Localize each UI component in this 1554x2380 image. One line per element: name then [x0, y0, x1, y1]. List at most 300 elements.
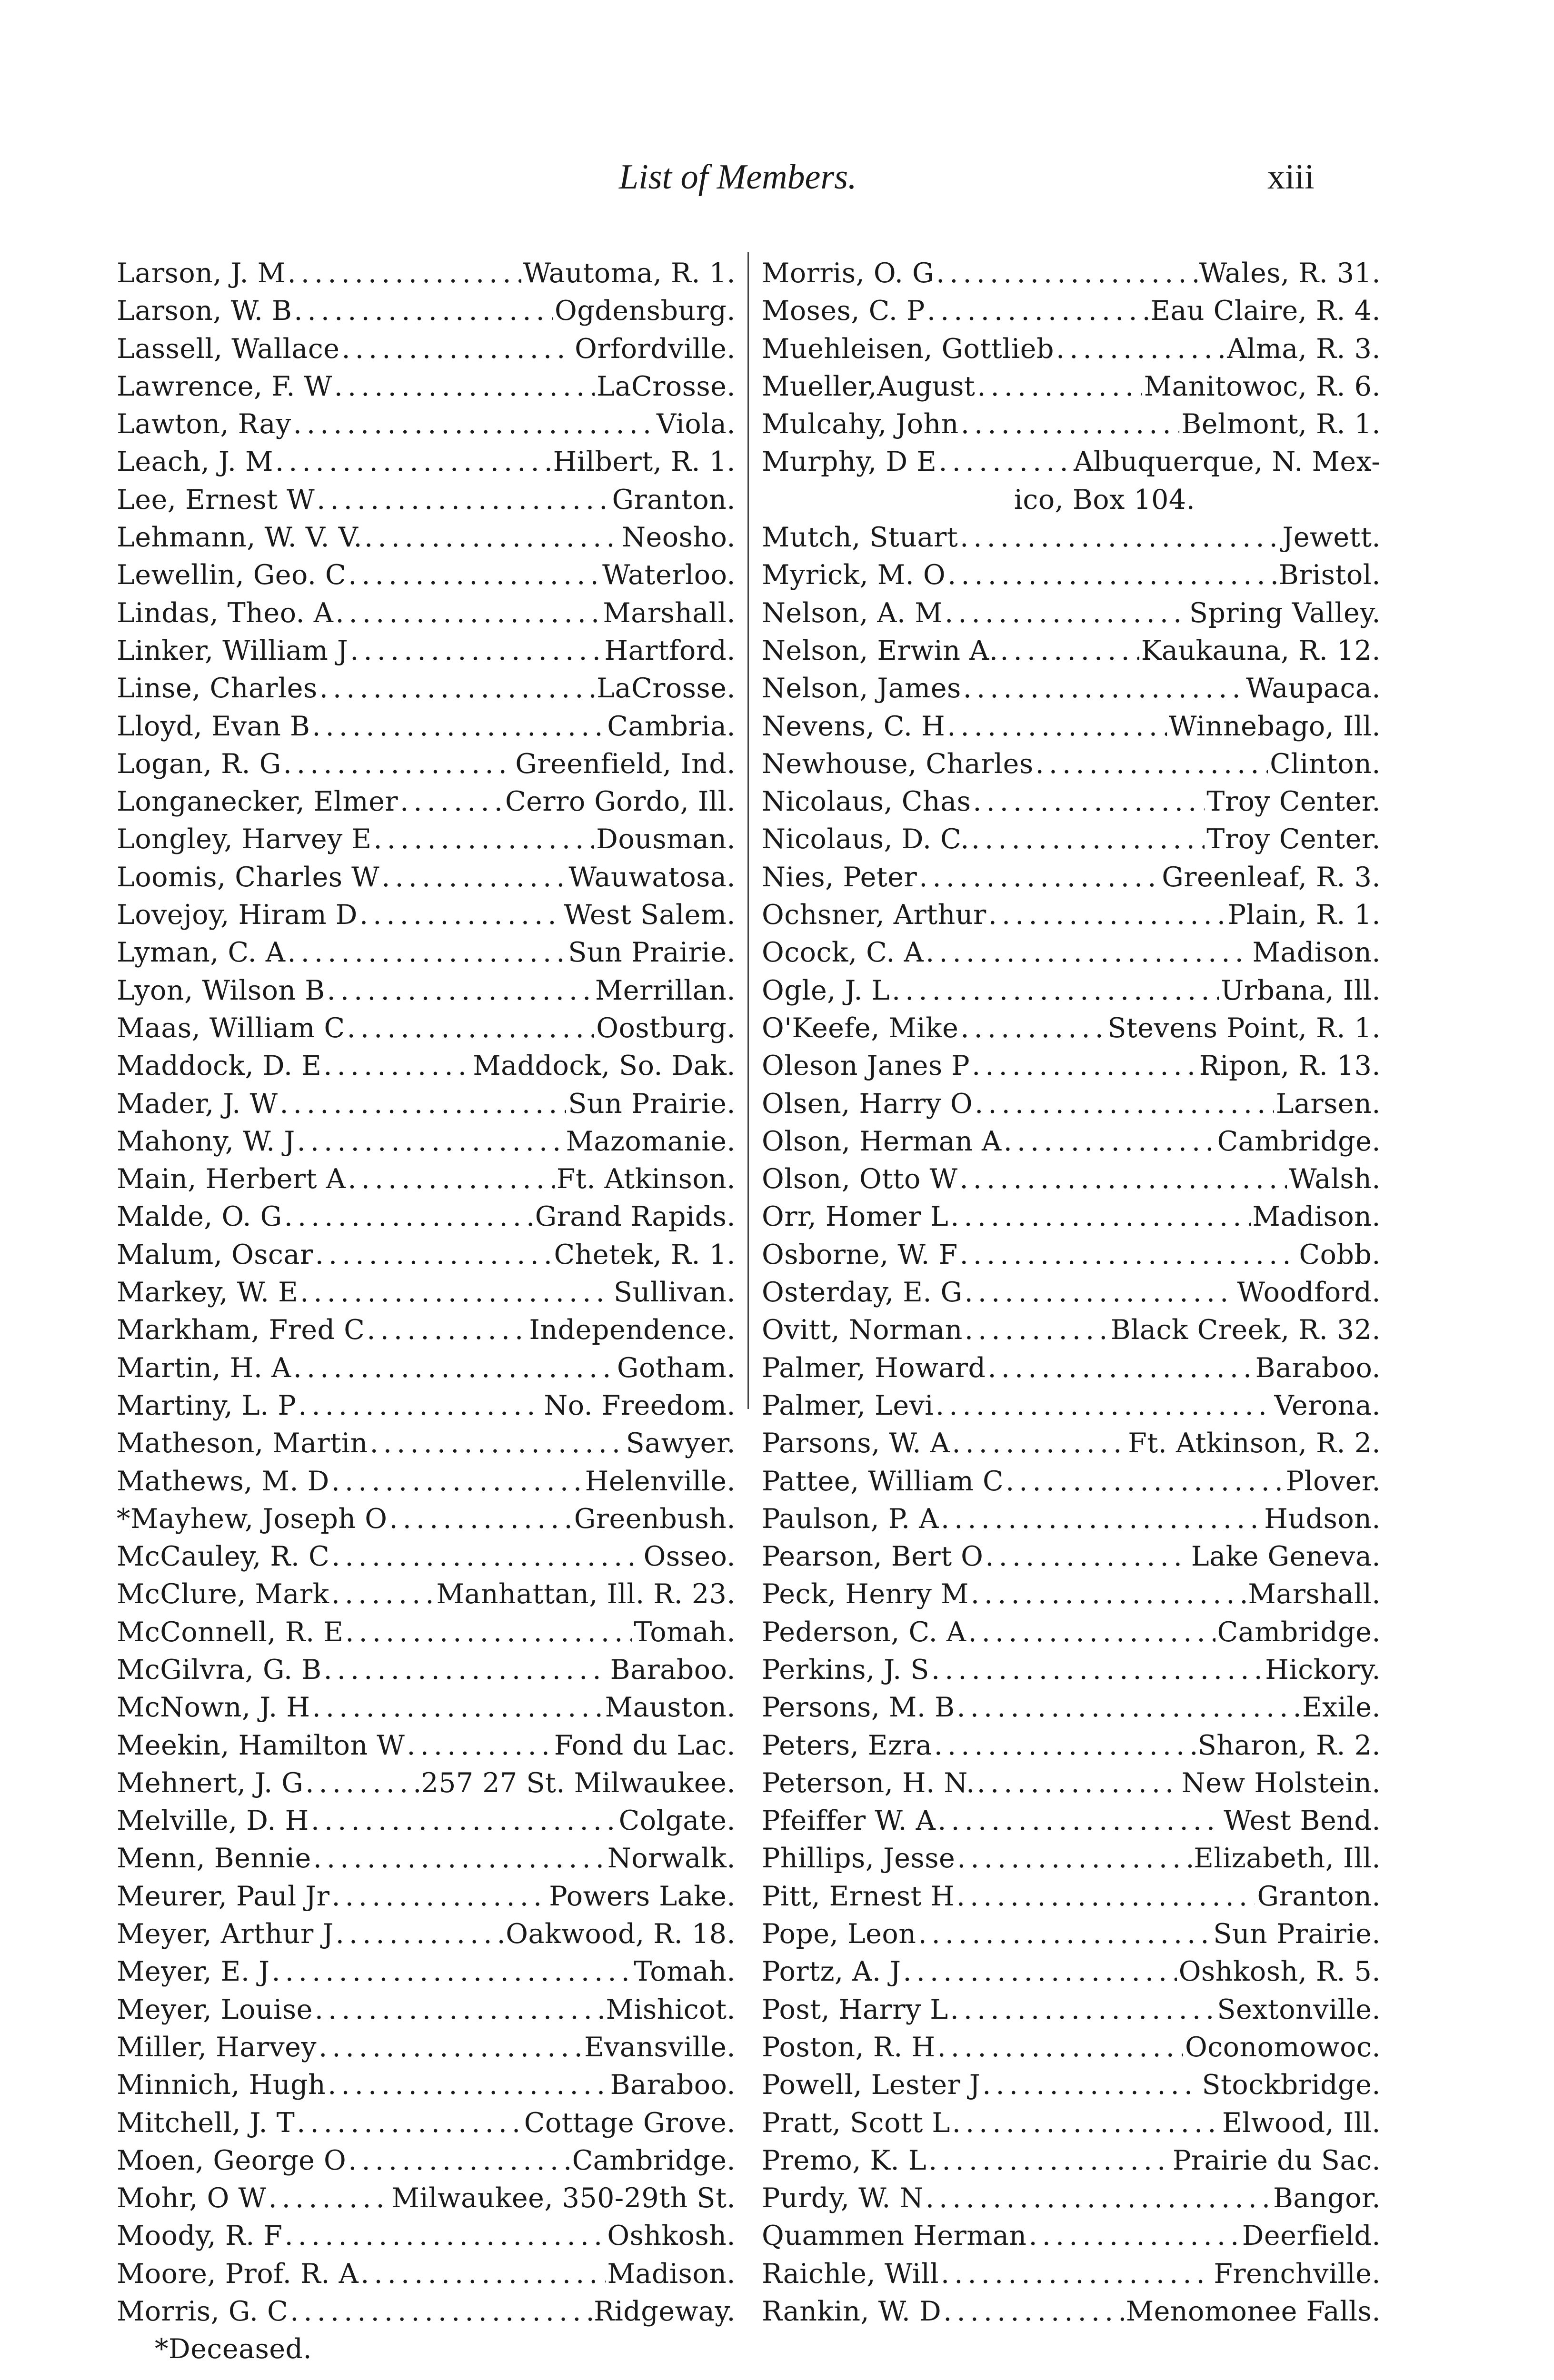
page-header [0, 157, 1554, 209]
member-name: Paulson, P. A [762, 1503, 939, 1535]
member-entry [762, 1802, 1381, 1840]
member-name: Lloyd, Evan B [117, 710, 310, 742]
member-name: McNown, J. H [117, 1692, 310, 1724]
member-entry [117, 821, 736, 858]
member-name: Leach, J. M [117, 446, 273, 478]
leader-dots [350, 632, 602, 670]
leader-dots [982, 2066, 1200, 2104]
member-name: Pearson, Bert O [762, 1541, 984, 1573]
member-name: Osterday, E. G [762, 1277, 963, 1309]
leader-dots [928, 2142, 1171, 2180]
member-entry [117, 1085, 736, 1123]
member-place: Plover. [1285, 1465, 1381, 1497]
member-entry [762, 1915, 1381, 1953]
member-name: Moen, George O [117, 2144, 347, 2176]
leader-dots [293, 406, 655, 443]
member-name: Ogle, J. L [762, 974, 890, 1006]
member-name: Linker, William J [117, 635, 349, 666]
member-entry [762, 1198, 1381, 1236]
leader-dots [341, 330, 573, 368]
member-entry [762, 255, 1381, 292]
member-name: Lewellin, Geo. C [117, 559, 347, 591]
member-entry [117, 1953, 736, 1991]
member-entry [117, 1689, 736, 1726]
member-name: Murphy, D E [762, 446, 937, 478]
member-name: Melville, D. H [117, 1805, 309, 1837]
member-entry [117, 2066, 736, 2104]
leader-dots [327, 972, 593, 1010]
member-place: Plain, R. 1. [1227, 899, 1381, 931]
member-place: Tomah. [634, 1956, 736, 1988]
member-name: Pratt, Scott L [762, 2107, 950, 2139]
member-place: Greenbush. [574, 1503, 736, 1535]
leader-dots [370, 1425, 624, 1462]
leader-dots [973, 783, 1205, 821]
member-place: Greenfield, Ind. [515, 748, 736, 780]
leader-dots [1036, 745, 1268, 783]
leader-dots [947, 556, 1277, 594]
member-name: Ocock, C. A [762, 937, 924, 969]
member-place: Stockbridge. [1202, 2069, 1381, 2101]
member-place: Maddock, So. Dak. [473, 1050, 736, 1082]
member-entry [762, 2255, 1381, 2293]
member-place: Belmont, R. 1. [1181, 408, 1381, 440]
member-name: Perkins, J. S [762, 1654, 929, 1686]
member-entry [117, 1010, 736, 1047]
member-place: New Holstein. [1181, 1767, 1381, 1799]
member-name: Larson, W. B [117, 295, 292, 327]
member-entry [117, 1236, 736, 1274]
member-entry [117, 556, 736, 594]
member-entry [117, 859, 736, 896]
member-entry [117, 2217, 736, 2255]
member-entry [117, 1160, 736, 1198]
member-place: Orfordville. [575, 333, 736, 365]
member-place: Eau Claire, R. 4. [1150, 295, 1381, 327]
member-place: Oconomowoc. [1185, 2031, 1381, 2063]
member-name: Matheson, Martin [117, 1428, 368, 1459]
member-name: Poston, R. H [762, 2031, 936, 2063]
member-name: Markham, Fred C [117, 1314, 365, 1346]
leader-dots [960, 1236, 1297, 1274]
member-entry [762, 934, 1381, 972]
leader-dots [407, 1727, 552, 1765]
member-name: Lassell, Wallace [117, 333, 340, 365]
member-place: Evansville. [584, 2031, 736, 2063]
member-entry [762, 1160, 1381, 1198]
member-entry [762, 406, 1381, 443]
member-place: Sun Prairie. [568, 1088, 736, 1120]
member-place: Grand Rapids. [535, 1201, 736, 1233]
member-entry [762, 708, 1381, 745]
leader-dots [936, 255, 1197, 292]
member-place: Merrillan. [595, 974, 736, 1006]
member-entry [762, 292, 1381, 330]
member-name: Ochsner, Arthur [762, 899, 986, 931]
member-place: Baraboo. [1255, 1352, 1381, 1384]
leader-dots [331, 1576, 435, 1613]
member-place: Powers Lake. [549, 1880, 736, 1912]
leader-dots [965, 1311, 1109, 1349]
leader-dots [936, 1387, 1272, 1425]
leader-dots [381, 859, 567, 896]
leader-dots [950, 1991, 1215, 2029]
member-name: Larson, J. M [117, 258, 286, 289]
member-place: LaCrosse. [597, 673, 736, 704]
member-entry [117, 292, 736, 330]
member-place: 257 27 St. Milwaukee. [421, 1767, 736, 1799]
leader-dots [400, 783, 503, 821]
leader-dots [965, 1274, 1235, 1311]
leader-dots [937, 1802, 1222, 1840]
leader-dots [300, 1274, 612, 1311]
leader-dots [323, 1047, 471, 1085]
member-name: Raichle, Will [762, 2258, 939, 2290]
member-name: Lawton, Ray [117, 408, 291, 440]
member-place: Hickory. [1265, 1654, 1381, 1686]
member-place: Troy Center. [1206, 786, 1381, 818]
member-entry [762, 1840, 1381, 1877]
member-name: Osborne, W. F [762, 1239, 958, 1270]
member-entry [117, 632, 736, 670]
member-entry [762, 1349, 1381, 1387]
member-name: Martiny, L. P [117, 1389, 297, 1421]
member-place: Dousman. [596, 823, 736, 855]
member-name: Ovitt, Norman [762, 1314, 963, 1346]
leader-dots [288, 934, 567, 972]
member-name: Maddock, D. E [117, 1050, 322, 1082]
member-place: Baraboo. [610, 2069, 736, 2101]
member-name: Nevens, C. H [762, 710, 946, 742]
member-name: McCauley, R. C [117, 1541, 330, 1573]
member-entry [117, 708, 736, 745]
member-entry [117, 519, 736, 556]
leader-dots [1056, 330, 1225, 368]
member-entry [117, 406, 736, 443]
leader-dots [945, 595, 1187, 632]
member-name: Meyer, E. J [117, 1956, 270, 1988]
member-place: Madison. [607, 2258, 736, 2290]
member-name: Meekin, Hamilton W [117, 1729, 405, 1761]
leader-dots [903, 1953, 1177, 1991]
member-name: Myrick, M. O [762, 559, 946, 591]
member-entry [117, 1878, 736, 1915]
member-entry [762, 632, 1381, 670]
leader-dots [977, 1765, 1180, 1802]
member-entry [117, 595, 736, 632]
member-entry [762, 1123, 1381, 1160]
member-entry [117, 1463, 736, 1500]
member-entry [117, 670, 736, 707]
footnote: *Deceased. [155, 2333, 312, 2365]
member-place: Granton. [612, 484, 736, 516]
member-place: Winnebago, Ill. [1168, 710, 1381, 742]
member-name: Minnich, Hugh [117, 2069, 326, 2101]
leader-dots [293, 1349, 615, 1387]
member-entry [117, 972, 736, 1010]
member-name: Malum, Oscar [117, 1239, 313, 1270]
leader-dots [367, 1311, 527, 1349]
member-place: Cerro Gordo, Ill. [505, 786, 736, 818]
member-entry [117, 255, 736, 292]
member-entry [762, 1991, 1381, 2029]
member-place: Black Creek, R. 32. [1110, 1314, 1381, 1346]
leader-dots [348, 2142, 570, 2180]
member-entry [117, 1840, 736, 1877]
member-entry [762, 896, 1381, 934]
member-place: Oakwood, R. 18. [506, 1918, 736, 1950]
leader-dots [319, 670, 595, 707]
leader-dots [985, 1538, 1189, 1576]
member-entry [117, 1802, 736, 1840]
member-entry [117, 1576, 736, 1613]
leader-dots [336, 1915, 504, 1953]
member-place: Hudson. [1264, 1503, 1381, 1535]
member-name: Nicolaus, D. C. [762, 823, 969, 855]
member-place: Ogdensburg. [555, 295, 736, 327]
member-entry [117, 896, 736, 934]
member-entry [117, 1614, 736, 1651]
leader-dots [988, 896, 1226, 934]
member-name: Mitchell, J. T [117, 2107, 295, 2139]
page-number: xiii [1267, 158, 1315, 197]
member-place: Oshkosh. [607, 2220, 736, 2252]
leader-dots [348, 1160, 554, 1198]
member-place: Woodford. [1237, 1277, 1381, 1309]
member-entry [762, 2142, 1381, 2180]
member-entry [762, 2104, 1381, 2142]
member-entry [117, 783, 736, 821]
member-name: Pfeiffer W. A [762, 1805, 936, 1837]
member-entry [762, 859, 1381, 896]
member-place: Viola. [656, 408, 736, 440]
leader-dots [312, 708, 605, 745]
member-name: Lyman, C. A [117, 937, 286, 969]
member-name: Lee, Ernest W [117, 484, 315, 516]
member-name: McGilvra, G. B [117, 1654, 322, 1686]
member-place: Marshall. [603, 597, 736, 629]
leader-dots [297, 1123, 564, 1160]
member-name: Menn, Bennie [117, 1843, 311, 1874]
leader-dots [298, 1387, 542, 1425]
member-name: Morris, O. G [762, 258, 935, 289]
member-place: Gotham. [617, 1352, 736, 1384]
leader-dots [919, 859, 1160, 896]
leader-dots [957, 1689, 1300, 1726]
member-name: Parsons, W. A [762, 1428, 950, 1459]
leader-dots [927, 292, 1148, 330]
member-entry [762, 595, 1381, 632]
member-entry [117, 1047, 736, 1085]
member-name: Mehnert, J. G [117, 1767, 304, 1799]
member-place: Ft. Atkinson. [556, 1163, 736, 1195]
leader-dots [1004, 1123, 1215, 1160]
member-name: Post, Harry L [762, 1993, 948, 2025]
leader-dots [931, 1651, 1263, 1689]
member-name: Markey, W. E [117, 1277, 299, 1309]
leader-dots [283, 745, 513, 783]
member-name: Mulcahy, John [762, 408, 959, 440]
leader-dots [331, 1463, 583, 1500]
member-place: Colgate. [618, 1805, 736, 1837]
member-name: Mahony, W. J [117, 1125, 295, 1157]
member-entry [762, 1576, 1381, 1613]
member-place: Urbana, Ill. [1221, 974, 1381, 1006]
leader-dots [926, 934, 1250, 972]
member-place: Alma, R. 3. [1227, 333, 1381, 365]
member-name: Olsen, Harry O [762, 1088, 973, 1120]
member-name: Longanecker, Elmer [117, 786, 398, 818]
member-place: Waupaca. [1246, 673, 1381, 704]
member-entry [762, 519, 1381, 556]
member-name: Meurer, Paul Jr [117, 1880, 330, 1912]
member-entry [762, 1387, 1381, 1425]
leader-dots [968, 1614, 1215, 1651]
member-entry [117, 2142, 736, 2180]
member-name: Muehleisen, Gottlieb [762, 333, 1054, 365]
leader-dots [971, 821, 1205, 858]
member-entry [762, 972, 1381, 1010]
member-name: Moses, C. P [762, 295, 925, 327]
member-place: Sun Prairie. [568, 937, 736, 969]
member-entry [762, 670, 1381, 707]
leader-dots [963, 670, 1244, 707]
member-place: Wales, R. 31. [1199, 258, 1381, 289]
leader-dots [319, 2029, 582, 2066]
leader-dots [315, 1236, 552, 1274]
member-place: Ft. Atkinson, R. 2. [1128, 1428, 1381, 1459]
member-entry [117, 1274, 736, 1311]
member-place: Troy Center. [1206, 823, 1381, 855]
leader-dots [360, 2255, 605, 2293]
member-place: Sawyer. [626, 1428, 736, 1459]
member-entry [762, 1425, 1381, 1462]
leader-dots [345, 1614, 632, 1651]
member-name: Martin, H. A [117, 1352, 291, 1384]
member-place: Neosho. [622, 522, 736, 554]
member-place: Cambridge. [1217, 1616, 1381, 1648]
member-name: Moore, Prof. R. A [117, 2258, 359, 2290]
leader-dots [317, 481, 610, 519]
leader-dots [297, 2104, 522, 2142]
leader-dots [972, 1047, 1197, 1085]
leader-dots [1000, 632, 1139, 670]
member-place: Verona. [1274, 1389, 1381, 1421]
member-place: Kaukauna, R. 12. [1141, 635, 1381, 666]
member-place: Albuquerque, N. Mex- [1074, 446, 1381, 478]
member-name: Newhouse, Charles [762, 748, 1034, 780]
member-name: Longley, Harvey E [117, 823, 372, 855]
member-entry [117, 1123, 736, 1160]
member-place: Waterloo. [602, 559, 736, 591]
member-name: Linse, Charles [117, 673, 318, 704]
leader-dots [275, 443, 551, 481]
member-name: Moody, R. F [117, 2220, 283, 2252]
member-name: Lehmann, W. V. V. [117, 522, 363, 554]
member-entry [762, 2217, 1381, 2255]
member-name: Rankin, W. D [762, 2296, 942, 2328]
member-name: Quammen Herman [762, 2220, 1027, 2252]
member-place: Manhattan, Ill. R. 23. [436, 1578, 736, 1610]
member-entry [117, 1198, 736, 1236]
member-entry [762, 1500, 1381, 1538]
leader-dots [938, 443, 1072, 481]
member-entry [762, 1614, 1381, 1651]
member-place: Sharon, R. 2. [1197, 1729, 1381, 1761]
member-entry [117, 1311, 736, 1349]
member-place: Lake Geneva. [1191, 1541, 1381, 1573]
member-place: Deerfield. [1242, 2220, 1381, 2252]
member-name: Palmer, Levi [762, 1389, 934, 1421]
member-entry [762, 1689, 1381, 1726]
member-name: Morris, G. C [117, 2296, 289, 2328]
member-entry [762, 745, 1381, 783]
member-entry [762, 1047, 1381, 1085]
leader-dots [952, 1425, 1126, 1462]
leader-dots [288, 255, 521, 292]
leader-dots [892, 972, 1219, 1010]
entry-continuation: ico, Box 104. [1014, 484, 1195, 516]
member-name: Orr, Homer L [762, 1201, 949, 1233]
member-place: Larsen. [1275, 1088, 1381, 1120]
leader-dots [977, 368, 1142, 406]
leader-dots [960, 1010, 1106, 1047]
member-name: Pattee, William C [762, 1465, 1004, 1497]
member-place: Cambria. [607, 710, 736, 742]
running-title: List of Members. [619, 158, 857, 197]
member-place: Independence. [529, 1314, 736, 1346]
member-entry [117, 330, 736, 368]
member-place: Oshkosh, R. 5. [1178, 1956, 1381, 1988]
leader-dots [960, 519, 1280, 556]
member-entry [762, 330, 1381, 368]
member-entry [117, 2255, 736, 2293]
member-name: Purdy, W. N [762, 2182, 924, 2214]
leader-dots [294, 292, 553, 330]
leader-dots [324, 1651, 608, 1689]
member-entry [117, 1349, 736, 1387]
leader-dots [328, 2066, 608, 2104]
member-place: Cobb. [1299, 1239, 1381, 1270]
member-place: Madison. [1252, 1201, 1381, 1233]
leader-dots [941, 1500, 1262, 1538]
member-place: Frenchville. [1214, 2258, 1381, 2290]
leader-dots [941, 2255, 1212, 2293]
member-name: McClure, Mark [117, 1578, 329, 1610]
member-place: West Bend. [1224, 1805, 1381, 1837]
member-entry [117, 1727, 736, 1765]
member-entry [762, 1463, 1381, 1500]
leader-dots [988, 1349, 1254, 1387]
member-place: Ripon, R. 13. [1199, 1050, 1381, 1082]
member-name: Mueller,August [762, 370, 976, 402]
member-name: Mutch, Stuart [762, 522, 958, 554]
member-entry [762, 2066, 1381, 2104]
member-entry [117, 1425, 736, 1462]
member-place: Ridgeway. [594, 2296, 736, 2328]
leader-dots [348, 556, 600, 594]
member-name: Pope, Leon [762, 1918, 916, 1950]
member-name: Nelson, A. M [762, 597, 943, 629]
member-entry [762, 783, 1381, 821]
member-entry [762, 1010, 1381, 1047]
member-place: Hartford. [604, 635, 736, 666]
member-place: Mazomanie. [566, 1125, 736, 1157]
member-name: Loomis, Charles W [117, 861, 380, 893]
member-name: Meyer, Arthur J [117, 1918, 334, 1950]
member-entry [762, 2180, 1381, 2217]
leader-dots [331, 1878, 547, 1915]
